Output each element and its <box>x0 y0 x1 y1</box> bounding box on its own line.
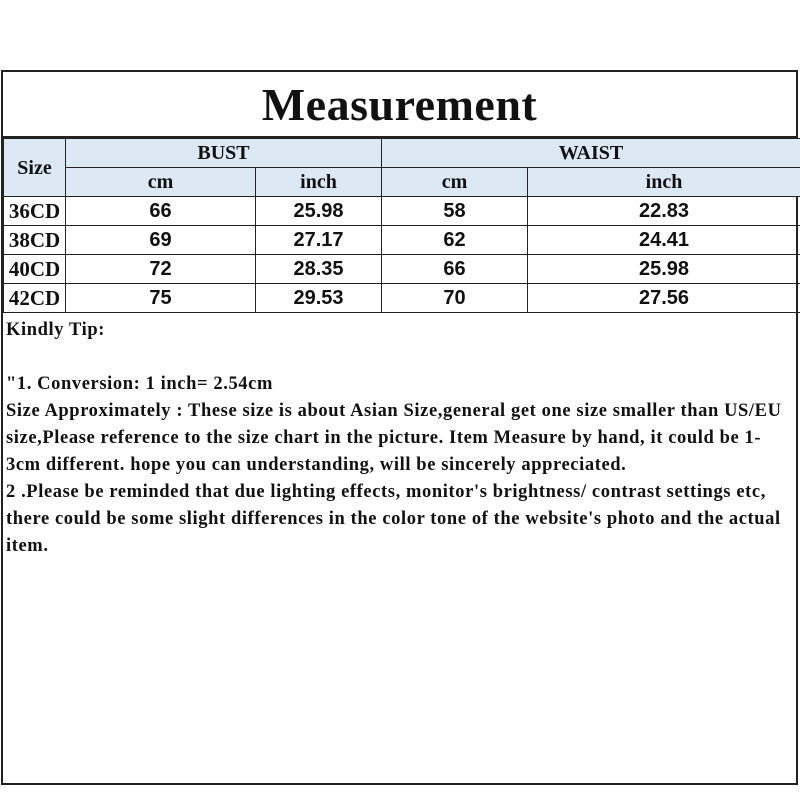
waist-inch-cell: 25.98 <box>528 255 800 284</box>
bust-group-header: BUST <box>66 139 382 168</box>
size-chart-sheet <box>1 70 798 785</box>
waist-inch-cell: 22.83 <box>528 197 800 226</box>
table-header-row <box>4 139 800 168</box>
conversion-note: "1. Conversion: 1 inch= 2.54cm <box>6 374 273 394</box>
waist-cm-cell: 58 <box>382 197 528 226</box>
bust-inch-header: inch <box>256 168 382 197</box>
notes-section <box>3 313 796 560</box>
size-cell: 40CD <box>4 255 66 284</box>
notes-spacer <box>6 344 792 371</box>
size-column-header: Size <box>4 139 66 197</box>
waist-cm-cell: 66 <box>382 255 528 284</box>
size-cell: 42CD <box>4 284 66 313</box>
waist-cm-cell: 70 <box>382 284 528 313</box>
bust-inch-cell: 28.35 <box>256 255 382 284</box>
waist-inch-cell: 24.41 <box>528 226 800 255</box>
table-unit-row <box>4 168 800 197</box>
bust-inch-cell: 27.17 <box>256 226 382 255</box>
size-table <box>3 138 800 313</box>
size-approx-note: Size Approximately : These size is about Asian Size,general get one size smaller than US/EU size,Please reference to the size chart in the picture. Item Measure by hand, it could be 1-3cm different. hope you can understanding, will be sincerely appreciated. <box>6 401 782 475</box>
bust-cm-cell: 66 <box>66 197 256 226</box>
size-cell: 36CD <box>4 197 66 226</box>
bust-cm-header: cm <box>66 168 256 197</box>
page-title: Measurement <box>3 72 796 138</box>
table-row <box>4 255 800 284</box>
bust-cm-cell: 69 <box>66 226 256 255</box>
table-row <box>4 226 800 255</box>
size-cell: 38CD <box>4 226 66 255</box>
table-row <box>4 284 800 313</box>
waist-inch-header: inch <box>528 168 800 197</box>
waist-group-header: WAIST <box>382 139 800 168</box>
color-tone-note: 2 .Please be reminded that due lighting effects, monitor's brightness/ contrast settings etc, there could be some slight differences in the color tone of the website's photo and the actual item. <box>6 482 781 556</box>
bust-inch-cell: 29.53 <box>256 284 382 313</box>
table-row <box>4 197 800 226</box>
waist-cm-header: cm <box>382 168 528 197</box>
bust-cm-cell: 72 <box>66 255 256 284</box>
bust-cm-cell: 75 <box>66 284 256 313</box>
tip-label: Kindly Tip: <box>6 320 105 340</box>
waist-inch-cell: 27.56 <box>528 284 800 313</box>
waist-cm-cell: 62 <box>382 226 528 255</box>
bust-inch-cell: 25.98 <box>256 197 382 226</box>
